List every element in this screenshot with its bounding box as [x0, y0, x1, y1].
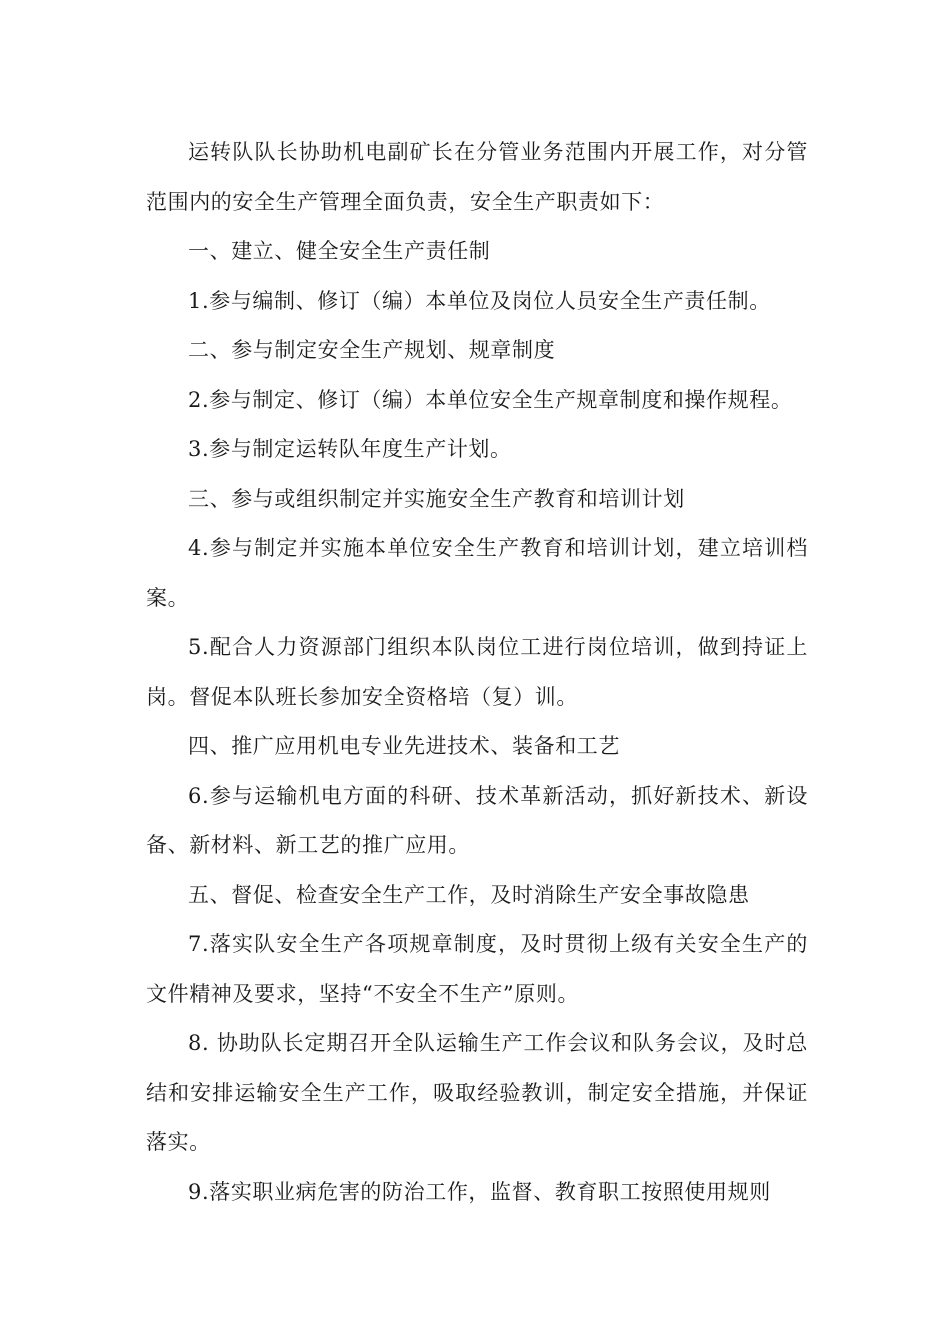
intro-paragraph: 运转队队长协助机电副矿长在分管业务范围内开展工作，对分管范围内的安全生产管理全面负责，安全生产职责如下：	[146, 140, 808, 214]
section-heading-3: 三、参与或组织制定并实施安全生产教育和培训计划	[188, 486, 685, 511]
duty-item-3: 3.参与制定运转队年度生产计划。	[188, 437, 512, 461]
section-heading-4: 四、推广应用机电专业先进技术、装备和工艺	[188, 734, 620, 758]
duty-item-2: 2.参与制定、修订（编）本单位安全生产规章制度和操作规程。	[188, 387, 793, 412]
duty-item-6: 6.参与运输机电方面的科研、技术革新活动，抓好新技术、新设备、新材料、新工艺的推广应用。	[146, 783, 808, 857]
duty-item-4: 4.参与制定并实施本单位安全生产教育和培训计划，建立培训档案。	[146, 536, 808, 610]
section-heading-5: 五、督促、检查安全生产工作，及时消除生产安全事故隐患	[188, 882, 750, 907]
section-heading-2: 二、参与制定安全生产规划、规章制度	[188, 338, 556, 362]
duty-item-1: 1.参与编制、修订（编）本单位及岗位人员安全生产责任制。	[188, 288, 771, 313]
duty-item-8: 8. 协助队长定期召开全队运输生产工作会议和队务会议，及时总结和安排运输安全生产工作，吸取经验教训，制定安全措施，并保证落实。	[146, 1031, 808, 1154]
duty-item-9: 9.落实职业病危害的防治工作，监督、教育职工按照使用规则	[188, 1179, 771, 1204]
duty-item-7: 7.落实队安全生产各项规章制度，及时贯彻上级有关安全生产的文件精神及要求，坚持“不安全不生产”原则。	[146, 932, 808, 1006]
duty-item-5: 5.配合人力资源部门组织本队岗位工进行岗位培训，做到持证上岗。督促本队班长参加安全资格培（复）训。	[146, 635, 808, 709]
section-heading-1: 一、建立、健全安全生产责任制	[188, 239, 491, 263]
document-body	[146, 128, 808, 1217]
